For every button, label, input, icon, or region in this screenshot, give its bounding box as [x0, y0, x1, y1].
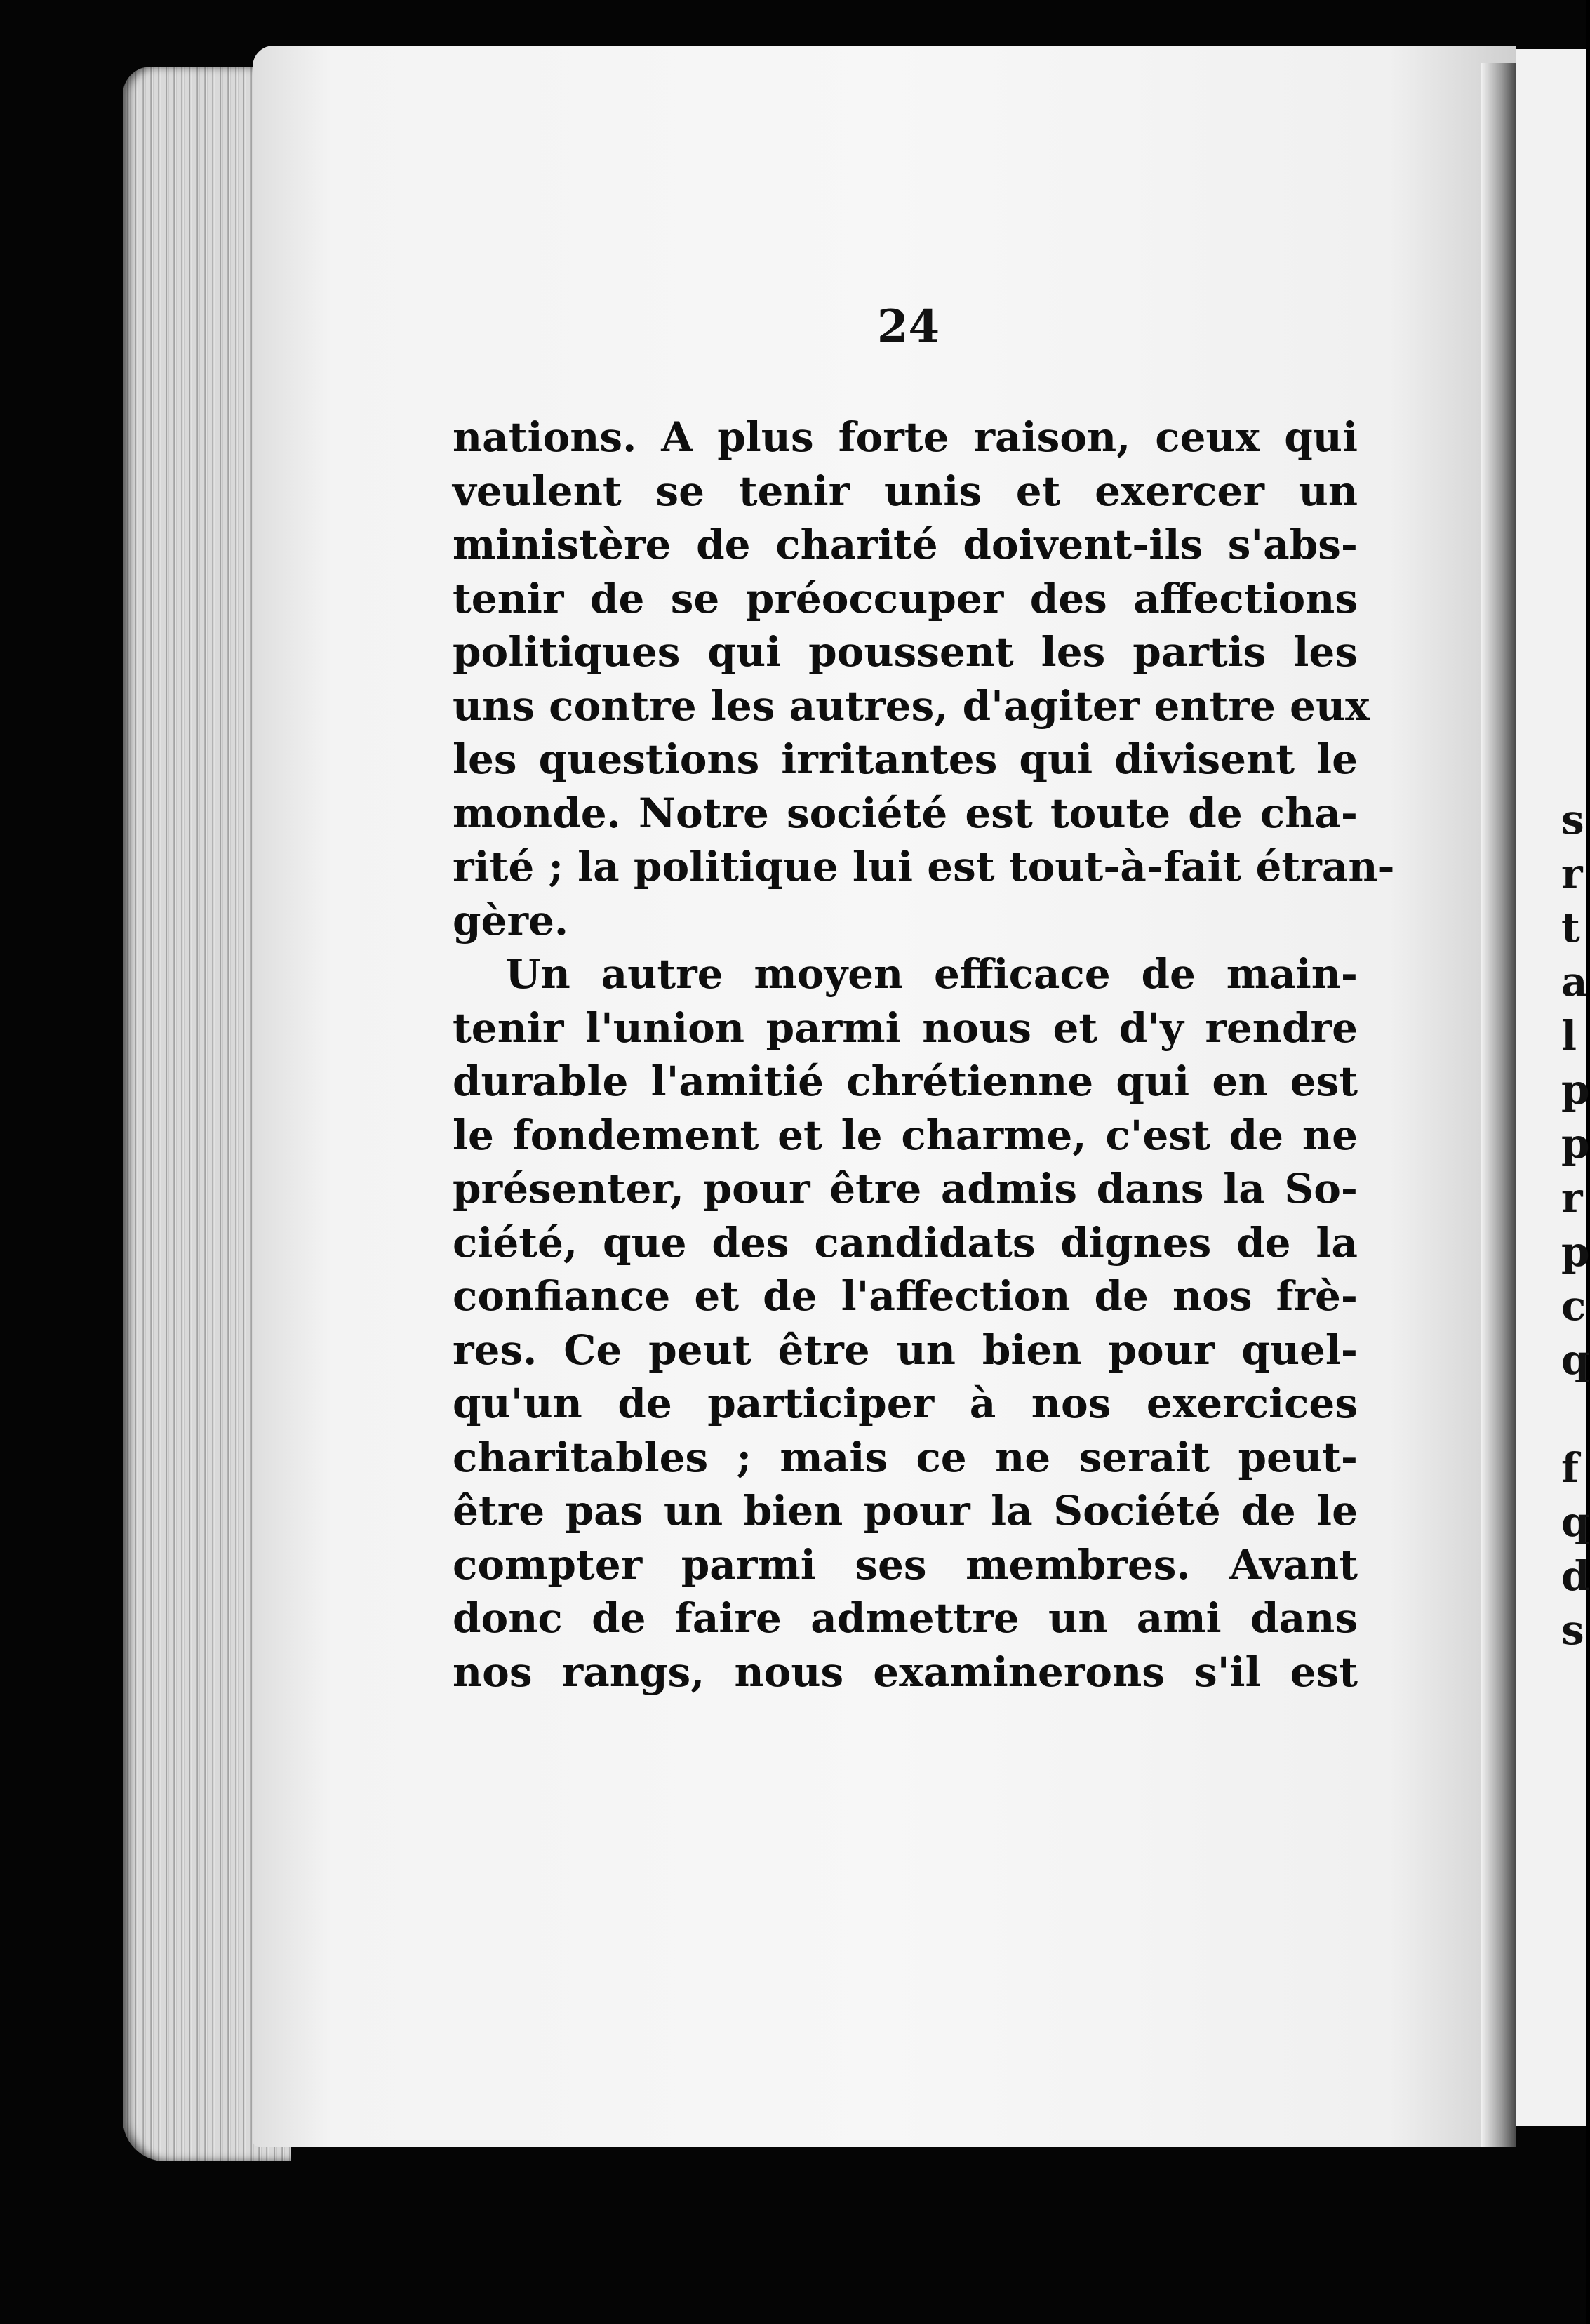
page-number: 24 — [877, 300, 940, 353]
text-line: donc de faire admettre un ami dans — [453, 1594, 1358, 1642]
facing-letter: p — [1561, 1228, 1590, 1276]
book-gutter — [1481, 63, 1516, 2147]
text-line: gère. — [453, 896, 569, 944]
text-line: tenir de se préoccuper des affections — [453, 574, 1358, 622]
facing-letter: f — [1561, 1444, 1579, 1492]
text-line: ciété, que des candidats dignes de la — [453, 1218, 1358, 1267]
text-line: durable l'amitié chrétienne qui en est — [453, 1057, 1358, 1105]
facing-letter: t — [1561, 904, 1580, 951]
text-line: présenter, pour être admis dans la So- — [453, 1165, 1358, 1213]
facing-letter: s — [1561, 1606, 1584, 1654]
text-line: rité ; la politique lui est tout-à-fait étran- — [453, 843, 1395, 890]
text-line: qu'un de participer à nos exercices — [453, 1380, 1358, 1427]
body-text — [453, 410, 1395, 1699]
facing-letter: q — [1561, 1498, 1590, 1546]
facing-letter: d — [1561, 1552, 1590, 1600]
facing-letter: p — [1561, 1066, 1590, 1114]
text-line: tenir l'union parmi nous et d'y rendre — [453, 1003, 1358, 1052]
text-line: monde. Notre société est toute de cha- — [453, 789, 1358, 837]
text-line: uns contre les autres, d'agiter entre eux — [453, 681, 1370, 730]
text-line: Un autre moyen efficace de main- — [505, 950, 1358, 998]
text-line: nos rangs, nous examinerons s'il est — [453, 1648, 1358, 1696]
text-line: nations. A plus forte raison, ceux qui — [453, 413, 1358, 461]
facing-letter — [1561, 1387, 1586, 1441]
facing-letter: c — [1561, 1282, 1586, 1330]
text-line: être pas un bien pour la Société de le — [453, 1487, 1358, 1535]
text-line: le fondement et le charme, c'est de ne — [453, 1111, 1358, 1159]
text-line: ministère de charité doivent-ils s'abs- — [453, 521, 1358, 568]
facing-letter: r — [1561, 1174, 1583, 1222]
text-line: compter parmi ses membres. Avant — [453, 1540, 1358, 1589]
facing-letter: p — [1561, 1120, 1590, 1168]
text-line: veulent se tenir unis et exercer un — [453, 467, 1358, 515]
text-line: les questions irritantes qui divisent le — [453, 735, 1358, 783]
facing-letter: q — [1561, 1336, 1590, 1384]
facing-page-letters — [1561, 793, 1590, 1657]
facing-letter: r — [1561, 850, 1583, 897]
facing-letter: a — [1561, 958, 1588, 1006]
text-line: res. Ce peut être un bien pour quel- — [453, 1325, 1358, 1374]
text-line: confiance et de l'affection de nos frè- — [453, 1272, 1358, 1320]
facing-letter: l — [1561, 1012, 1577, 1060]
facing-letter: s — [1561, 796, 1584, 843]
text-line: politiques qui poussent les partis les — [453, 628, 1358, 676]
text-line: charitables ; mais ce ne serait peut- — [453, 1433, 1358, 1481]
